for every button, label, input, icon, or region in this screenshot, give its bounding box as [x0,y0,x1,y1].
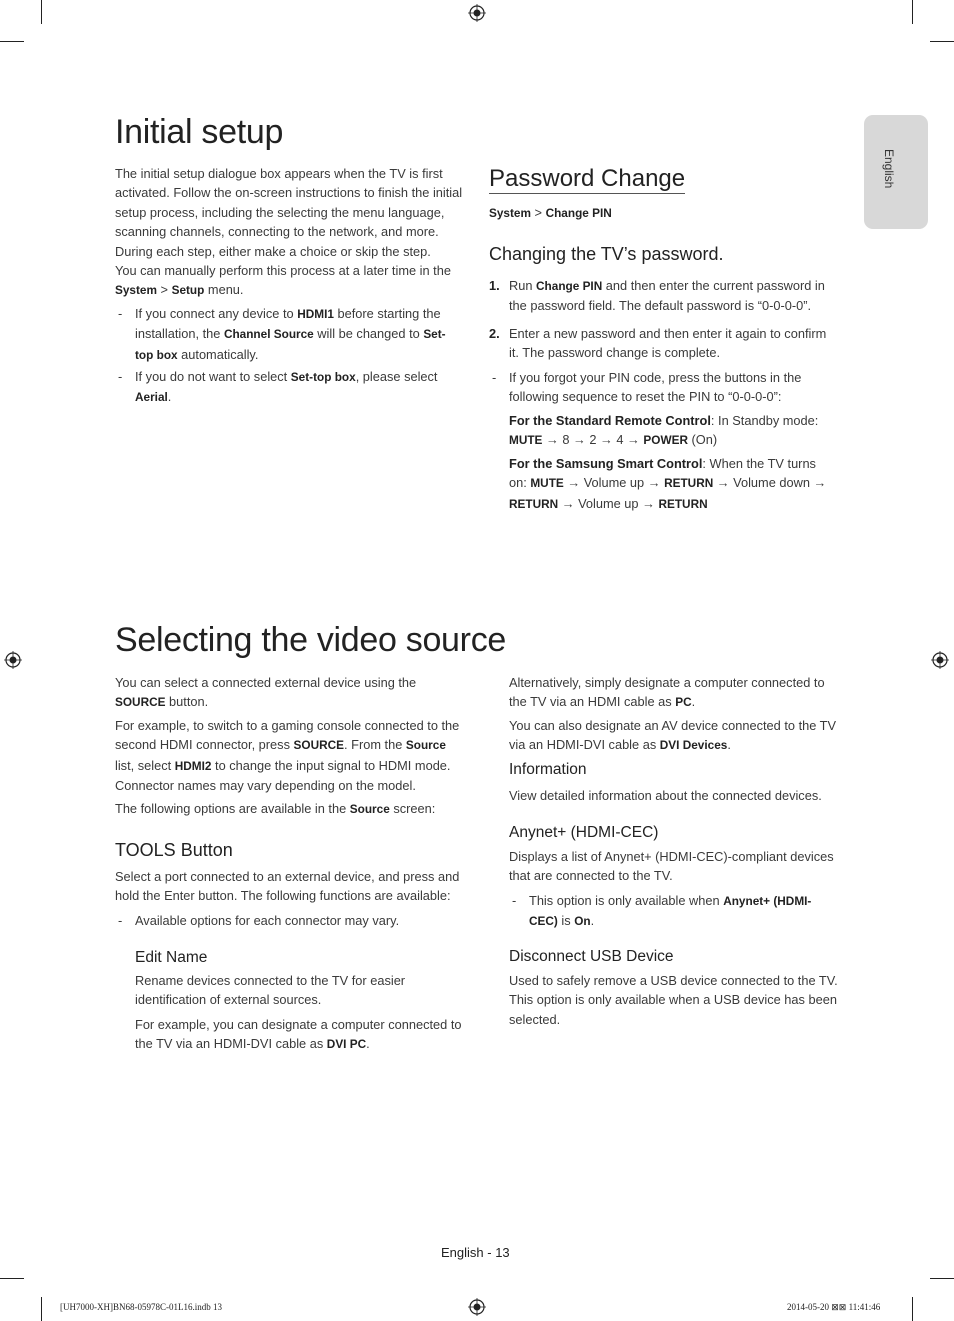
password-change-title: Password Change [489,165,686,192]
registration-mark-icon [468,4,486,22]
password-change-breadcrumb: System > Change PIN [489,205,612,220]
tools-button-title: TOOLS Button [115,840,233,860]
standard-remote-sequence: For the Standard Remote Control: In Standby mode: MUTE → 8 → 2 → 4 → POWER (On) [509,413,819,448]
information-text: View detailed information about the connected devices. [509,788,822,803]
crop-mark [0,41,24,42]
video-source-title: Selecting the video source [115,621,507,659]
footer-file-info: [UH7000-XH]BN68-05978C-01L16.indb 13 [60,1302,222,1312]
crop-mark [41,1297,42,1321]
edit-name-p2: For example, you can designate a computer connected to the TV via an HDMI-DVI cable as DVI PC. [135,1017,462,1052]
crop-mark [930,41,954,42]
registration-mark-icon [931,651,949,669]
password-change-subtitle: Changing the TV’s password. [489,244,724,264]
disconnect-usb-text: Used to safely remove a USB device connected to the TV. This option is only available when a USB device has been selected. [509,973,838,1027]
smart-control-sequence: For the Samsung Smart Control: When the TV turns on: MUTE → Volume up → RETURN → Volume down → RETURN → Volume up → RETURN [509,456,827,511]
language-tab [864,115,928,229]
page-number: English - 13 [441,1245,510,1260]
language-tab-label: English [882,149,896,189]
edit-name-p1: Rename devices connected to the TV for easier identification of external sources. [135,973,406,1008]
information-title: Information [509,761,587,778]
video-source-p1: You can select a connected external device using the SOURCE button. [115,675,417,710]
video-source-p3: The following options are available in the Source screen: [115,801,436,816]
right-p1: Alternatively, simply designate a computer connected to the TV via an HDMI cable as PC. [509,675,825,710]
crop-mark [0,1278,24,1279]
right-p2: You can also designate an AV device connected to the TV via an HDMI-DVI cable as DVI Devices. [509,718,837,753]
registration-mark-icon [4,651,22,669]
crop-mark [41,0,42,24]
initial-setup-intro: The initial setup dialogue box appears when the TV is first activated. Follow the on-screen instructions to finish the initial setup process, including the selecting the menu language, scanning channels, connecting to the network, and more. During each step, either make a choice or skip the step. You can manually perform this process at a later time in the System > Setup menu. [115,166,463,298]
crop-mark [912,0,913,24]
crop-mark [930,1278,954,1279]
footer-timestamp: 2014-05-20 ⊠⊠ 11:41:46 [787,1302,881,1312]
disconnect-usb-title: Disconnect USB Device [509,948,674,965]
anynet-text: Displays a list of Anynet+ (HDMI-CEC)-compliant devices that are connected to the TV. [509,849,834,884]
tools-button-text: Select a port connected to an external device, and press and hold the Enter button. The following functions are available: [115,869,460,904]
initial-setup-title: Initial setup [115,113,284,151]
crop-mark [912,1297,913,1321]
anynet-title: Anynet+ (HDMI-CEC) [509,824,659,841]
edit-name-title: Edit Name [135,949,208,966]
video-source-p2: For example, to switch to a gaming console connected to the second HDMI connector, press SOURCE. From the Source list, select HDMI2 to change the input signal to HDMI mode. Connector names may vary depending on the model. [115,718,460,794]
registration-mark-icon [468,1298,486,1316]
